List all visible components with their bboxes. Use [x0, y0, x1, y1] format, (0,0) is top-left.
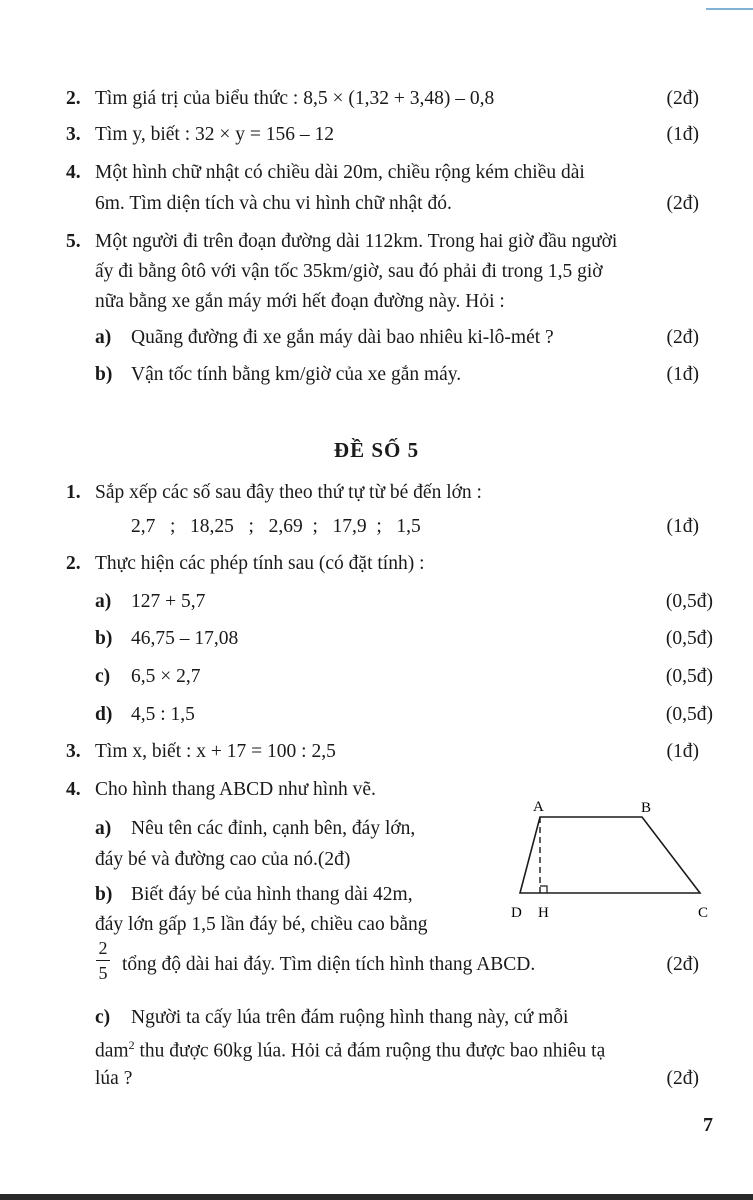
- q1-text: Sắp xếp các số sau đây theo thứ tự từ bé đến lớn :: [95, 482, 482, 503]
- q3-prev-number: 3.: [66, 124, 81, 145]
- q1-numbers-line: 2,7 ; 18,25 ; 2,69 ; 17,9 ; 1,5: [131, 516, 421, 537]
- q4-a-label: a): [95, 818, 112, 839]
- q4-prev-number: 4.: [66, 162, 81, 183]
- q5-b-label: b): [95, 364, 113, 385]
- q5-a-label: a): [95, 327, 112, 348]
- q2-a-text: 127 + 5,7: [131, 591, 206, 612]
- vertex-c: C: [698, 905, 709, 921]
- q4-prev-points: (2đ): [666, 193, 699, 214]
- q1-points: (1đ): [666, 516, 699, 537]
- fraction-numerator: 2: [98, 938, 108, 958]
- q5-prev-line2: ấy đi bằng ôtô với vận tốc 35km/giờ, sau đó phải đi trong 1,5 giờ: [95, 261, 603, 282]
- right-angle-mark: [540, 886, 547, 893]
- q4-number: 4.: [66, 779, 81, 800]
- q4-c-points: (2đ): [666, 1068, 699, 1089]
- q4-b-line2: đáy lớn gấp 1,5 lần đáy bé, chiều cao bằng: [95, 914, 428, 935]
- q4-c-label: c): [95, 1007, 111, 1028]
- q2-b-label: b): [95, 628, 113, 649]
- q2-d-text: 4,5 : 1,5: [131, 704, 195, 725]
- q4-c-line1: Người ta cấy lúa trên đám ruộng hình thang này, cứ mỗi: [131, 1007, 569, 1028]
- q4-c-line2-rest: thu được 60kg lúa. Hỏi cả đám ruộng thu được bao nhiêu tạ: [134, 1040, 606, 1062]
- q3-prev-text: Tìm y, biết : 32 × y = 156 – 12: [95, 124, 335, 145]
- q2-c-label: c): [95, 666, 111, 687]
- fraction-two-fifths: [96, 937, 110, 984]
- q2-b-text: 46,75 – 17,08: [131, 628, 239, 649]
- q4-b-line1: Biết đáy bé của hình thang dài 42m,: [131, 884, 413, 905]
- fraction-denominator: 5: [98, 963, 108, 983]
- q2-prev-number: 2.: [66, 88, 81, 109]
- bottom-scan-edge: [0, 1194, 753, 1200]
- q5-b-text: Vận tốc tính bằng km/giờ của xe gắn máy.: [131, 364, 462, 385]
- vertex-d: D: [511, 905, 522, 921]
- q2-c-points: (0,5đ): [665, 666, 713, 687]
- q3-prev-points: (1đ): [666, 124, 699, 145]
- q2-text: Thực hiện các phép tính sau (có đặt tính) :: [95, 553, 425, 574]
- section-title: ĐỀ SỐ 5: [333, 438, 420, 462]
- q4-text: Cho hình thang ABCD như hình vẽ.: [95, 779, 376, 800]
- q4-prev-line2: 6m. Tìm diện tích và chu vi hình chữ nhật đó.: [95, 193, 452, 214]
- q4-b-points: (2đ): [666, 954, 699, 975]
- q5-prev-number: 5.: [66, 231, 81, 252]
- q4-c-line2: [95, 1038, 605, 1063]
- unit-exponent: 2: [128, 1038, 135, 1052]
- q2-b-points: (0,5đ): [665, 628, 713, 649]
- vertex-a: A: [533, 799, 544, 815]
- unit-dam: dam: [95, 1040, 129, 1062]
- top-edge-mark: [706, 8, 753, 10]
- q3-points: (1đ): [666, 741, 699, 762]
- vertex-h: H: [538, 905, 549, 921]
- q4-b-line3: tổng độ dài hai đáy. Tìm diện tích hình thang ABCD.: [122, 954, 536, 975]
- q2-d-label: d): [95, 704, 113, 725]
- fraction-bar: [96, 960, 110, 961]
- q5-a-text: Quãng đường đi xe gắn máy dài bao nhiêu ki-lô-mét ?: [131, 327, 554, 348]
- q2-a-label: a): [95, 591, 112, 612]
- q4-a-line2: đáy bé và đường cao của nó.(2đ): [95, 849, 351, 870]
- q2-prev-text: Tìm giá trị của biểu thức : 8,5 × (1,32 + 3,48) – 0,8: [95, 88, 495, 109]
- q5-prev-line1: Một người đi trên đoạn đường dài 112km. Trong hai giờ đầu người: [95, 231, 618, 252]
- q1-number: 1.: [66, 482, 81, 503]
- q3-text: Tìm x, biết : x + 17 = 100 : 2,5: [95, 741, 336, 762]
- q2-number: 2.: [66, 553, 81, 574]
- page-number: 7: [703, 1114, 713, 1136]
- trapezoid-shape: [520, 817, 700, 893]
- q4-c-line3: lúa ?: [95, 1068, 133, 1089]
- q2-c-text: 6,5 × 2,7: [131, 666, 201, 687]
- q3-number: 3.: [66, 741, 81, 762]
- q2-prev-points: (2đ): [666, 88, 699, 109]
- q2-d-points: (0,5đ): [665, 704, 713, 725]
- q5-a-points: (2đ): [666, 327, 699, 348]
- trapezoid-figure: [500, 795, 720, 925]
- q2-a-points: (0,5đ): [665, 591, 713, 612]
- q4-b-label: b): [95, 884, 113, 905]
- q5-b-points: (1đ): [666, 364, 699, 385]
- vertex-b: B: [641, 800, 652, 816]
- q4-a-line1: Nêu tên các đỉnh, cạnh bên, đáy lớn,: [131, 818, 416, 839]
- q4-prev-line1: Một hình chữ nhật có chiều dài 20m, chiều rộng kém chiều dài: [95, 162, 585, 183]
- q5-prev-line3: nữa bằng xe gắn máy mới hết đoạn đường này. Hỏi :: [95, 291, 505, 312]
